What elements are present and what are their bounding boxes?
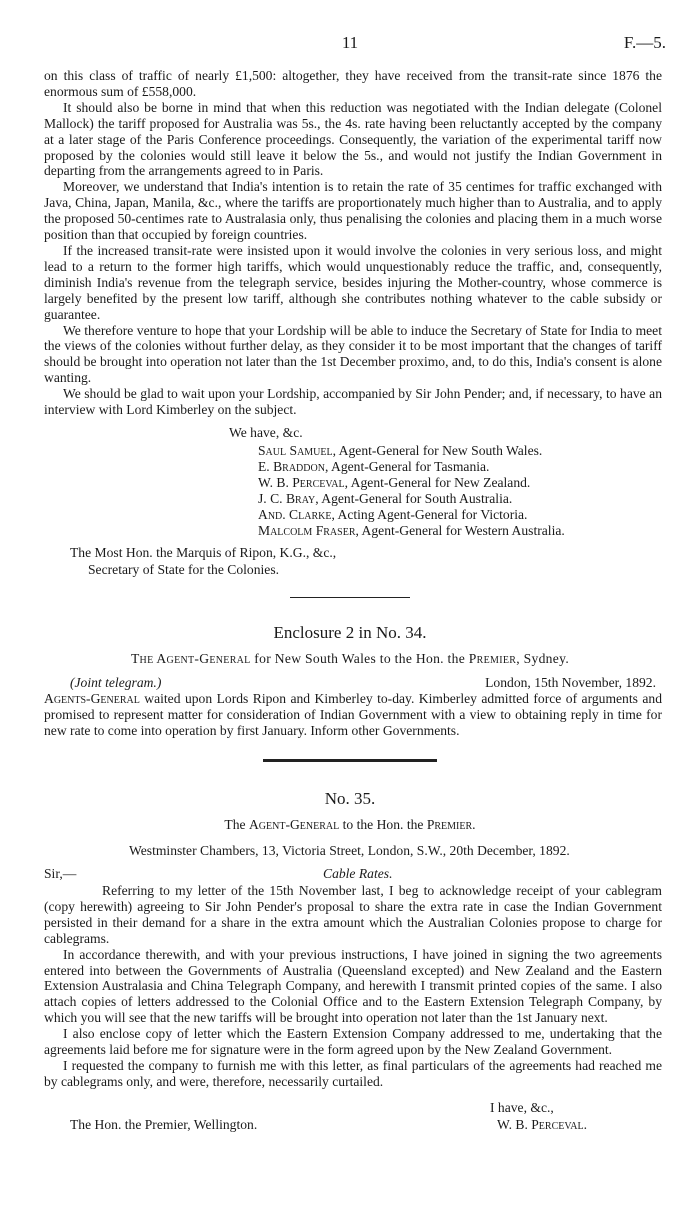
- paragraph: Referring to my letter of the 15th November last, I beg to acknowledge receipt of your cablegram (copy herewith) agreeing to Sir John Pender's proposal to share the extra rate in case the Indian Government persisted in their demand for a share in the extra amount which the Australian Colonies propose to charge for cablegrams.: [44, 883, 662, 946]
- enclosure-heading: Enclosure 2 in No. 34.: [273, 623, 427, 642]
- letter-subject: Cable Rates.: [323, 866, 393, 881]
- paragraph: If the increased transit-rate were insisted upon it would involve the colonies in very serious loss, and might lead to a return to the former high tariffs, which would unquestionably reduce the traffic, and, consequently, diminish India's revenue from the telegraph service, besides injuring the Mother-country, whose commerce is largely benefited by the present low tariff, although she contributes nothing whatever to the cable subsidy or guarantee.: [44, 242, 662, 322]
- paragraph: In accordance therewith, and with your previous instructions, I have joined in signing the two agreements entered into between the Governments of Australia (Queensland excepted) and New Zealand and the Eastern Extension Australasia and China Telegraph Company, and herewith I transmit printed copies of the same. I also attach copies of letters addressed to the Colonial Office and to the Eastern Extension Telegraph Company, by which you will see that the new tariffs will be brought into operation not later than the 1st January next.: [44, 946, 662, 1026]
- paragraph: on this class of traffic of nearly £1,500: altogether, they have received from the transit-rate since 1876 the enormous sum of £558,000.: [44, 68, 662, 99]
- paragraph: We should be glad to wait upon your Lordship, accompanied by Sir John Pender; and, if necessary, to have an interview with Lord Kimberley on the subject.: [44, 386, 662, 418]
- letter-address: Westminster Chambers, 13, Victoria Street, London, S.W., 20th December, 1892.: [129, 843, 570, 858]
- page-number: 11: [341, 33, 359, 52]
- signatory: W. B. Perceval.: [497, 1117, 588, 1132]
- page-header: [0, 33, 700, 55]
- paragraph: It should also be borne in mind that when this reduction was negotiated with the Indian delegate (Colonel Mallock) the tariff proposed for Australia was 5s., the 4s. rate having been reluctantly accepted by the company at a later stage of the Paris Conference proceedings. Consequently, the variation of the experimental tariff now proposed by the colonies would still leave it below the 5s., and would not justify the Indian Government in departing from the arrangements agreed to in Paris.: [44, 99, 662, 179]
- letter-body: [44, 883, 662, 1090]
- signatory: W. B. Perceval, Agent-General for New Zealand.: [258, 474, 531, 490]
- salutation: Sir,—: [44, 866, 77, 881]
- signatory: J. C. Bray, Agent-General for South Australia.: [258, 490, 513, 506]
- telegram-type: (Joint telegram.): [70, 675, 162, 690]
- signatory: Malcolm Fraser, Agent-General for Western Australia.: [258, 522, 565, 538]
- addressee-line: The Most Hon. the Marquis of Ripon, K.G., &c.,: [70, 545, 337, 560]
- signatory: And. Clarke, Acting Agent-General for Victoria.: [258, 506, 528, 522]
- divider: [290, 597, 410, 598]
- closing: We have, &c.: [229, 425, 303, 440]
- telegram-body: Agents-General waited upon Lords Ripon and Kimberley to-day. Kimberley admitted force of arguments and promised to represent matter for consideration of Indian Government with a view to obtaining reply in time for new rate to come into operation by first January. Inform other Governments.: [44, 691, 662, 738]
- paragraph: Moreover, we understand that India's intention is to retain the rate of 35 centimes for traffic exchanged with Java, China, Japan, Manila, &c., where the tariffs are proportionately much higher than to Australia, and to apply the proposed 50-centimes rate to Australasia only, thus penalising the colonies and placing them in a much worse position than that occupied by foreign countries.: [44, 179, 662, 243]
- paragraph: I also enclose copy of letter which the Eastern Extension Company addressed to me, undertaking that the agreements laid before me for signature were in the form agreed upon by the New Zealand Government.: [44, 1026, 662, 1058]
- addressee-line: Secretary of State for the Colonies.: [88, 562, 280, 577]
- divider: [263, 759, 437, 762]
- letter-body: [44, 68, 662, 418]
- signatory: E. Braddon, Agent-General for Tasmania.: [258, 458, 490, 474]
- document-reference: F.—5.: [623, 33, 666, 52]
- enclosure-subtitle: The Agent-General for New South Wales to the Hon. the Premier, Sydney.: [130, 651, 570, 666]
- signatory-list: [258, 443, 565, 538]
- section-subtitle: The Agent-General to the Hon. the Premier.: [224, 817, 476, 832]
- addressee-line: The Hon. the Premier, Wellington.: [70, 1117, 258, 1132]
- paragraph: I requested the company to furnish me with this letter, as final particulars of the agreements had reached me by cablegrams only, and were, therefore, necessarily curtailed.: [44, 1057, 662, 1089]
- paragraph: We therefore venture to hope that your Lordship will be able to induce the Secretary of State for India to meet the views of the colonies without further delay, as they consider it to be most important that the changes of tariff should be brought into operation not later than the 1st December proximo, and, to do this, India's consent is alone wanting.: [44, 322, 662, 386]
- telegram-date: London, 15th November, 1892.: [485, 675, 656, 690]
- closing: I have, &c.,: [490, 1100, 554, 1115]
- section-heading: No. 35.: [324, 789, 376, 808]
- signatory: Saul Samuel, Agent-General for New South Wales.: [258, 443, 543, 458]
